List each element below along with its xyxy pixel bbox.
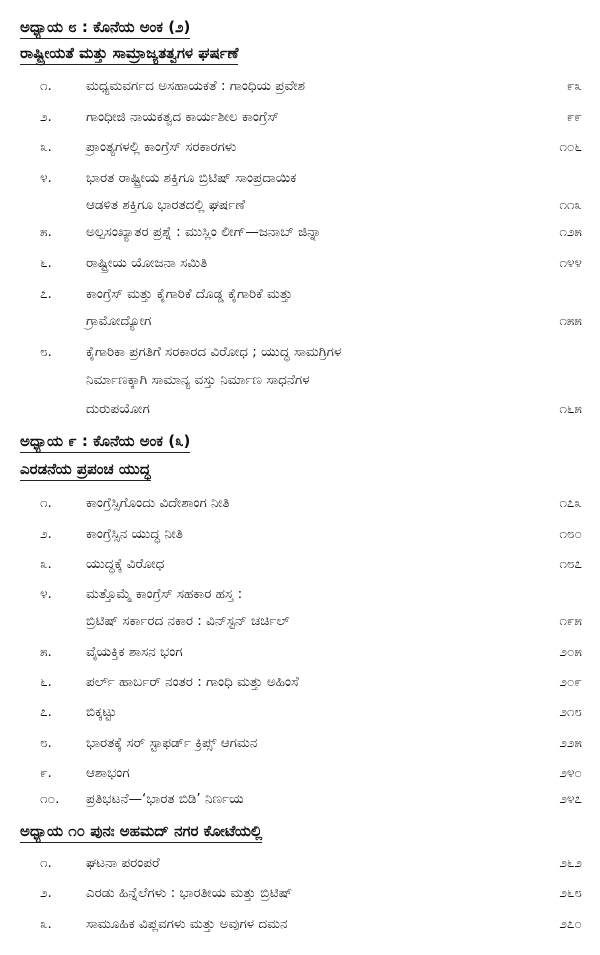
toc-entry [0, 583, 600, 605]
toc-entry [0, 913, 600, 935]
toc-entry [0, 252, 600, 274]
toc-entry [0, 136, 600, 158]
entry-number: ೫. [40, 644, 52, 660]
toc-entry [0, 167, 600, 189]
entry-title: ವೈಯಕ್ತಿಕ ಶಾಸನ ಭಂಗ [86, 644, 183, 660]
entry-title: ಅಲ್ಪಸಂಖ್ಯಾತರ ಪ್ರಶ್ನೆ : ಮುಸ್ಲಿಂ ಲೀಗ್—ಜನಾಬ್ ಜಿನ್ನಾ [86, 224, 322, 240]
page-number: ೨೦೫ [559, 644, 582, 660]
page-number: ೨೪೭ [559, 791, 582, 807]
entry-number: ೬. [40, 674, 52, 690]
toc-entry [0, 106, 600, 128]
page-number: ೧೧೩ [559, 197, 582, 213]
section-heading: ಅಧ್ಯಾಯ ೮ : ಕೊನೆಯ ಅಂಕ (೨) [20, 17, 190, 39]
entry-title: ರಾಷ್ಟ್ರೀಯ ಯೋಜನಾ ಸಮಿತಿ [86, 255, 208, 271]
toc-entry [0, 523, 600, 545]
entry-title: ಬ್ರಿಟಿಷ್ ಸರ್ಕಾರದ ನಕಾರ : ವಿನ್‌ಸ್ಟನ್ ಚರ್ಚಿಲ್ [86, 613, 290, 629]
toc-entry [0, 194, 600, 216]
entry-title: ಮಧ್ಯಮವರ್ಗದ ಅಸಹಾಯಕತೆ : ಗಾಂಧಿಯ ಪ್ರವೇಶ [86, 78, 306, 94]
page-number: ೨೦೯ [559, 674, 582, 690]
entry-number: ೮. [40, 344, 52, 360]
page-number: ೨೨೫ [559, 735, 582, 751]
entry-title: ಕಾಂಗ್ರೆಸ್ ಮತ್ತು ಕೈಗಾರಿಕೆ ದೊಡ್ಡ ಕೈಗಾರಿಕೆ ಮತ್ತು [86, 286, 293, 302]
toc-entry [0, 75, 600, 97]
page-number: ೧೮೭ [559, 556, 582, 572]
entry-title: ಪ್ರತಿಭಟನೆ—‘ಭಾರತ ಬಿಡಿ’ ನಿರ್ಣಯ [86, 791, 244, 807]
toc-entry [0, 610, 600, 632]
entry-number: ೧. [40, 495, 52, 511]
page-number: ೨೭೦ [559, 916, 582, 932]
entry-number: ೧. [40, 78, 52, 94]
toc-entry [0, 788, 600, 810]
entry-number: ೩. [40, 556, 52, 572]
entry-number: ೪. [40, 170, 52, 186]
entry-number: ೮. [40, 735, 52, 751]
entry-title: ಕಾಂಗ್ರೆಸ್ಸಿಗೊಂದು ವಿದೇಶಾಂಗ ನೀತಿ [86, 495, 230, 511]
toc-entry [0, 492, 600, 514]
toc-entry [0, 310, 600, 332]
entry-title: ಗ್ರಾಮೋದ್ಯೋಗ [86, 313, 152, 329]
entry-title: ಆಡಳಿತ ಶಕ್ತಿಗೂ ಭಾರತದಲ್ಲಿ ಘರ್ಷಣೆ [86, 197, 246, 213]
page-number: ೧೮೦ [559, 526, 582, 542]
entry-number: ೧. [40, 855, 52, 871]
toc-entry [0, 641, 600, 663]
page-number: ೧೦೬ [559, 139, 582, 155]
section-heading: ರಾಷ್ಟ್ರೀಯತೆ ಮತ್ತು ಸಾಮ್ರಾಜ್ಯತತ್ವಗಳ ಘರ್ಷಣೆ [20, 43, 238, 65]
entry-number: ೪. [40, 586, 52, 602]
page-number: ೧೬೫ [559, 401, 582, 417]
page-number: ೨೬೨ [559, 855, 582, 871]
page-number: ೨೧೮ [559, 704, 582, 720]
page-number: ೯೯ [566, 109, 582, 125]
toc-entry [0, 369, 600, 391]
entry-title: ನಿರ್ಮಾಣಕ್ಕಾಗಿ ಸಾಮಾನ್ಯ ವಸ್ತು ನಿರ್ಮಾಣ ಸಾಧನೆಗಳ [86, 372, 310, 388]
toc-entry [0, 283, 600, 305]
toc-entry [0, 882, 600, 904]
toc-entry [0, 762, 600, 784]
entry-title: ಗಾಂಧೀಜಿ ನಾಯಕತ್ವದ ಕಾರ್ಯಶೀಲ ಕಾಂಗ್ರೆಸ್ [86, 109, 279, 125]
toc-entry [0, 671, 600, 693]
entry-title: ಬಿಕ್ಕಟ್ಟು [86, 704, 117, 720]
entry-number: ೩. [40, 139, 52, 155]
page-number: ೧೯೫ [559, 613, 582, 629]
toc-entry [0, 221, 600, 243]
entry-number: ೭. [40, 704, 52, 720]
page-number: ೯೩ [566, 78, 582, 94]
toc-entry [0, 701, 600, 723]
page-number: ೨೪೦ [559, 765, 582, 781]
entry-title: ಸಾಮೂಹಿಕ ವಿಪ್ಲವಗಳು ಮತ್ತು ಅವುಗಳ ದಮನ [86, 916, 288, 932]
entry-title: ಮತ್ತೊಮ್ಮೆ ಕಾಂಗ್ರೆಸ್ ಸಹಕಾರ ಹಸ್ತ : [86, 586, 243, 602]
entry-number: ೩. [40, 916, 52, 932]
page-number: ೧೭೩ [559, 495, 582, 511]
page-number: ೨೬೮ [559, 885, 582, 901]
toc-entry [0, 732, 600, 754]
entry-number: ೭. [40, 286, 52, 302]
entry-number: ೯. [40, 765, 52, 781]
entry-title: ಎರಡು ಹಿನ್ನೆಲೆಗಳು : ಭಾರತೀಯ ಮತ್ತು ಬ್ರಿಟಿಷ್ [86, 885, 293, 901]
toc-entry [0, 341, 600, 363]
toc-entry [0, 398, 600, 420]
page-number: ೧೫೫ [559, 313, 582, 329]
entry-number: ೧೦. [40, 791, 60, 807]
section-heading: ಎರಡನೆಯ ಪ್ರಪಂಚ ಯುದ್ಧ [20, 459, 151, 481]
entry-title: ಆಶಾಭಂಗ [86, 765, 130, 781]
entry-title: ಕಾಂಗ್ರೆಸ್ಸಿನ ಯುದ್ಧ ನೀತಿ [86, 526, 183, 542]
entry-title: ಘಟನಾ ಪರಂಪರೆ [86, 855, 160, 871]
page-number: ೧೪೪ [559, 255, 582, 271]
section-heading: ಅಧ್ಯಾಯ ೯ : ಕೊನೆಯ ಅಂಕ (೩) [20, 431, 190, 453]
entry-number: ೨. [40, 885, 52, 901]
entry-title: ಭಾರತ ರಾಷ್ಟ್ರೀಯ ಶಕ್ತಿಗೂ ಬ್ರಿಟಿಷ್ ಸಾಂಪ್ರದಾಯಿಕ [86, 170, 297, 186]
entry-title: ಭಾರತಕ್ಕೆ ಸರ್ ಸ್ಟಾಫರ್ಡ್ ಕ್ರಿಪ್ಸ್ ಆಗಮನ [86, 735, 258, 751]
entry-title: ಯುದ್ಧಕ್ಕೆ ವಿರೋಧ [86, 556, 165, 572]
entry-title: ಪರ್ಲ್ ಹಾರ್ಬರ್ ನಂತರ : ಗಾಂಧಿ ಮತ್ತು ಅಹಿಂಸೆ [86, 674, 299, 690]
entry-number: ೫. [40, 224, 52, 240]
toc-entry [0, 553, 600, 575]
entry-number: ೬. [40, 255, 52, 271]
section-heading: ಅಧ್ಯಾಯ ೧೦ ಪುನಃ ಅಹಮದ್ ನಗರ ಕೋಟೆಯಲ್ಲಿ [20, 821, 262, 843]
entry-title: ಕೈಗಾರಿಕಾ ಪ್ರಗತಿಗೆ ಸರಕಾರದ ವಿರೋಧ ; ಯುದ್ಧ ಸಾಮಗ್ರಿಗಳ [86, 344, 342, 360]
toc-entry [0, 852, 600, 874]
page-number: ೧೨೫ [559, 224, 582, 240]
entry-title: ಪ್ರಾಂತ್ಯಗಳಲ್ಲಿ ಕಾಂಗ್ರೆಸ್ ಸರಕಾರಗಳು [86, 139, 237, 155]
entry-number: ೨. [40, 109, 52, 125]
entry-number: ೨. [40, 526, 52, 542]
entry-title: ದುರುಪಯೋಗ [86, 401, 150, 417]
